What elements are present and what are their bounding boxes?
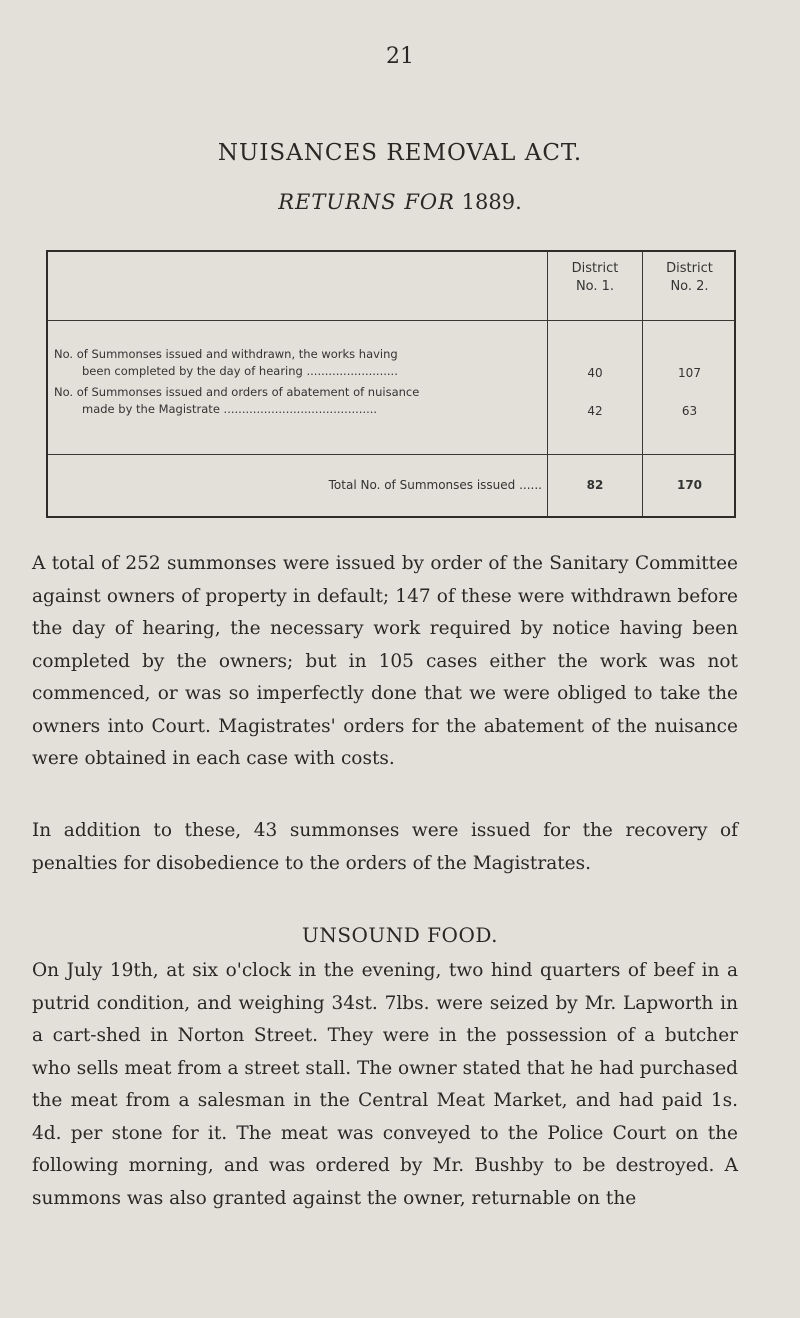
returns-table <box>46 250 736 518</box>
cell-total-district-1: 82 <box>586 478 604 492</box>
page-title: NUISANCES REMOVAL ACT. <box>217 140 583 166</box>
paragraph-summonses: A total of 252 summonses were issued by order of the Sanitary Committee against owners of property in default; 147 of these were withdrawn before the day of hearing, the necessary work required by notice having been completed by the owners; but in 105 cases either the work was not commenced, or was so imperfectly done that we were obliged to take the owners into Court. Magistrates' orders for the abatement of the nuisance were obtained in each case with costs. <box>32 553 738 769</box>
subtitle-label: RETURNS FOR <box>278 190 455 214</box>
paragraph-penalties: In addition to these, 43 summonses were issued for the recovery of penalties for disobedience to the orders of the Magistrates. <box>32 820 738 874</box>
cell-total-district-2: 170 <box>676 478 703 492</box>
section-heading-unsound-food: UNSOUND FOOD. <box>301 923 499 947</box>
cell-abatement-district-1: 42 <box>587 404 603 418</box>
paragraph-unsound-food: On July 19th, at six o'clock in the evening, two hind quarters of beef in a putrid condition, and weighing 34st. 7lbs. were seized by Mr. Lapworth in a cart-shed in Norton Street. They were in the possession of a butcher who sells meat from a street stall. The owner stated that he had purchased the meat from a salesman in the Central Meat Market, and had paid 1s. 4d. per stone for it. The meat was conveyed to the Police Court on the following morning, and was ordered by Mr. Bushby to be destroyed. A summons was also granted against the owner, returnable on the <box>32 960 738 1209</box>
row-label-abatement-orders: No. of Summonses issued and orders of abatement of nuisance made by the Magistrate .......................................... <box>54 385 420 416</box>
cell-abatement-district-2: 63 <box>681 404 698 418</box>
page-number: 21 <box>386 44 414 69</box>
subtitle-year: 1889. <box>461 190 522 214</box>
header-divider <box>48 320 734 321</box>
row-label-withdrawn: No. of Summonses issued and withdrawn, the works having been completed by the day of hearing ......................... <box>54 347 398 378</box>
cell-withdrawn-district-1: 40 <box>587 366 603 380</box>
column-header-district-1: District No. 1. <box>571 261 619 294</box>
total-divider <box>48 454 734 455</box>
total-label: Total No. of Summonses issued ...... <box>328 478 542 492</box>
cell-withdrawn-district-2: 107 <box>678 366 701 380</box>
page-subtitle <box>0 190 800 214</box>
column-header-district-2: District No. 2. <box>666 261 713 294</box>
